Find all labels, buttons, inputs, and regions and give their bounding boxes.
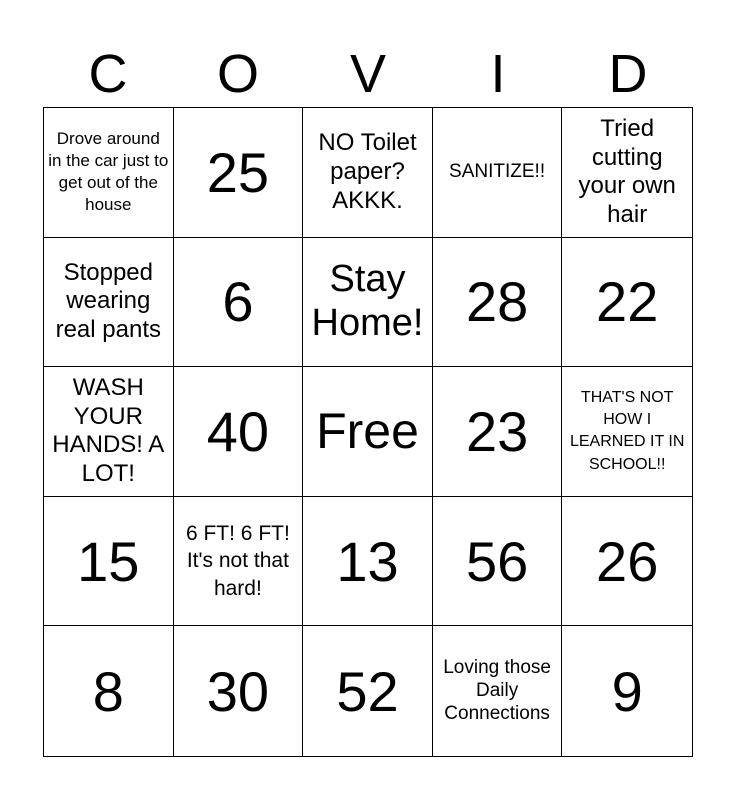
bingo-cell[interactable] — [174, 497, 304, 627]
cell-text: Loving those Daily Connections — [443, 657, 551, 724]
cell-text: Stay Home! — [311, 258, 424, 344]
bingo-cell[interactable] — [433, 108, 563, 238]
cell-text: WASH YOUR HANDS! A LOT! — [52, 373, 165, 488]
bingo-cell[interactable] — [562, 626, 692, 756]
bingo-cell[interactable] — [44, 367, 174, 497]
bingo-cell[interactable] — [433, 367, 563, 497]
bingo-cell[interactable] — [562, 367, 692, 497]
bingo-cell[interactable] — [303, 108, 433, 238]
bingo-board — [43, 107, 693, 757]
bingo-cell[interactable] — [433, 497, 563, 627]
bingo-cell[interactable] — [303, 497, 433, 627]
cell-text: 25 — [206, 140, 270, 204]
cell-text: Tried cutting your own hair — [578, 114, 676, 229]
bingo-cell[interactable] — [44, 626, 174, 756]
free-space-label: Free — [316, 403, 419, 460]
cell-text: 15 — [77, 529, 140, 593]
bingo-cell[interactable] — [174, 238, 304, 368]
bingo-cell-free[interactable] — [303, 367, 433, 497]
cell-text: 6 FT! 6 FT! It's not that hard! — [185, 522, 290, 600]
bingo-cell[interactable] — [174, 367, 304, 497]
cell-text: Drove around in the car just to get out of the house — [48, 129, 169, 215]
cell-text: 23 — [465, 399, 529, 463]
bingo-cell[interactable] — [44, 238, 174, 368]
header-letter-d: D — [608, 44, 648, 104]
bingo-cell[interactable] — [174, 626, 304, 756]
bingo-cell[interactable] — [303, 626, 433, 756]
bingo-header — [43, 42, 693, 106]
bingo-cell[interactable] — [562, 497, 692, 627]
cell-text: 28 — [465, 270, 529, 334]
cell-text: 40 — [206, 399, 270, 463]
bingo-cell[interactable] — [44, 497, 174, 627]
bingo-cell[interactable] — [562, 108, 692, 238]
header-letter-i: I — [490, 44, 506, 104]
cell-text: 56 — [465, 529, 529, 593]
cell-text: 9 — [611, 659, 643, 723]
bingo-cell[interactable] — [433, 626, 563, 756]
cell-text: NO Toilet paper? AKKK. — [318, 129, 417, 214]
cell-text: Stopped wearing real pants — [55, 258, 161, 344]
cell-text: 6 — [222, 270, 254, 334]
cell-text: THAT'S NOT HOW I LEARNED IT IN SCHOOL!! — [569, 388, 685, 473]
header-letter-c: C — [88, 44, 128, 104]
cell-text: SANITIZE!! — [449, 160, 546, 182]
header-letter-v: V — [349, 44, 387, 104]
header-letter-o: O — [216, 44, 259, 104]
cell-text: 52 — [336, 659, 399, 723]
cell-text: 22 — [596, 270, 659, 334]
cell-text: 30 — [206, 659, 270, 723]
bingo-cell[interactable] — [562, 238, 692, 368]
cell-text: 26 — [596, 529, 659, 593]
bingo-cell[interactable] — [44, 108, 174, 238]
bingo-cell[interactable] — [174, 108, 304, 238]
cell-text: 8 — [92, 659, 124, 723]
bingo-cell[interactable] — [303, 238, 433, 368]
cell-text: 13 — [336, 529, 399, 593]
bingo-cell[interactable] — [433, 238, 563, 368]
